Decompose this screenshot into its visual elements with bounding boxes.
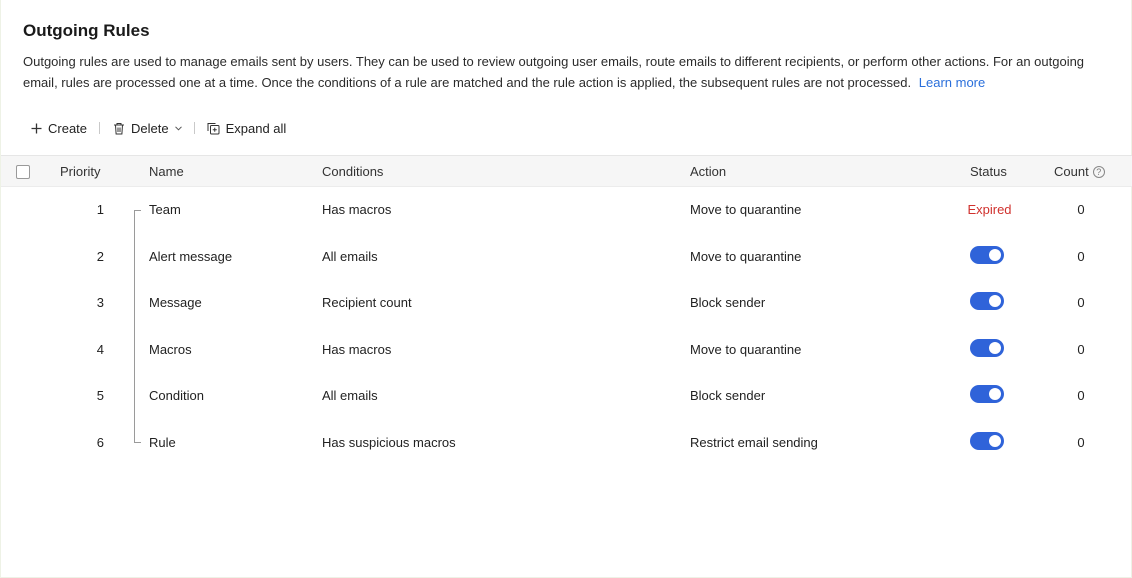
learn-more-link[interactable]: Learn more bbox=[918, 75, 986, 90]
help-icon[interactable]: ? bbox=[1093, 166, 1105, 178]
delete-label: Delete bbox=[131, 120, 169, 136]
status-badge: Expired bbox=[967, 202, 1012, 217]
chevron-down-icon[interactable] bbox=[175, 123, 182, 133]
rule-priority: 3 bbox=[96, 295, 104, 311]
column-priority[interactable]: Priority bbox=[60, 164, 101, 179]
rule-conditions: Recipient count bbox=[322, 295, 412, 311]
rule-conditions: All emails bbox=[322, 388, 378, 404]
select-all-checkbox[interactable] bbox=[16, 165, 30, 179]
rule-count: 0 bbox=[1077, 341, 1085, 357]
toolbar-divider bbox=[194, 122, 195, 134]
rule-count: 0 bbox=[1077, 248, 1085, 264]
rule-priority: 6 bbox=[96, 435, 104, 450]
count-label: Count bbox=[1054, 164, 1089, 179]
rule-conditions: All emails bbox=[322, 248, 378, 264]
table-row[interactable] bbox=[1, 327, 1132, 373]
rule-name[interactable]: Condition bbox=[149, 388, 204, 404]
rule-name[interactable]: Team bbox=[149, 202, 181, 217]
rule-action: Block sender bbox=[690, 295, 766, 311]
delete-button[interactable] bbox=[112, 121, 182, 136]
description-text: Outgoing rules are used to manage emails sent by users. They can be used to review outgoing user emails, route emails to different recipients, or perform other actions. For an outgoing email, rules are processed one at a time. Once the conditions of a rule are matched and the rule action is applied, the subsequent rules are not processed. bbox=[23, 54, 1085, 90]
rule-name[interactable]: Macros bbox=[149, 341, 192, 357]
page-title: Outgoing Rules bbox=[23, 21, 150, 40]
rule-action: Move to quarantine bbox=[690, 248, 802, 264]
rule-count: 0 bbox=[1077, 295, 1085, 311]
rule-priority: 1 bbox=[96, 202, 104, 217]
status-toggle[interactable] bbox=[970, 339, 1004, 357]
trash-icon bbox=[112, 121, 126, 135]
rule-priority: 5 bbox=[96, 388, 104, 404]
status-toggle[interactable] bbox=[970, 385, 1004, 403]
page-description bbox=[23, 51, 1103, 93]
table-row[interactable] bbox=[1, 373, 1132, 419]
rule-count: 0 bbox=[1077, 388, 1085, 404]
create-label: Create bbox=[48, 120, 88, 136]
rule-action: Restrict email sending bbox=[690, 435, 818, 450]
plus-icon bbox=[29, 121, 43, 135]
rule-name[interactable]: Alert message bbox=[149, 248, 233, 264]
column-conditions: Conditions bbox=[322, 164, 384, 179]
rule-action: Block sender bbox=[690, 388, 766, 404]
rule-priority: 4 bbox=[96, 341, 104, 357]
rule-count: 0 bbox=[1077, 435, 1085, 450]
table-row[interactable] bbox=[1, 187, 1132, 233]
rule-priority: 2 bbox=[96, 248, 104, 264]
rule-conditions: Has macros bbox=[322, 341, 392, 357]
table-row[interactable] bbox=[1, 234, 1132, 280]
column-status: Status bbox=[970, 164, 1007, 179]
table-row[interactable] bbox=[1, 420, 1132, 466]
expand-all-label: Expand all bbox=[225, 120, 287, 136]
rule-action: Move to quarantine bbox=[690, 341, 802, 357]
rule-action: Move to quarantine bbox=[690, 202, 802, 217]
status-toggle[interactable] bbox=[970, 292, 1004, 310]
toolbar-divider bbox=[99, 122, 100, 134]
status-toggle[interactable] bbox=[970, 432, 1004, 450]
status-toggle[interactable] bbox=[970, 246, 1004, 264]
column-count bbox=[1054, 164, 1105, 179]
toolbar bbox=[29, 118, 286, 138]
expand-all-icon bbox=[207, 121, 221, 135]
table-row[interactable] bbox=[1, 280, 1132, 326]
rule-name[interactable]: Message bbox=[149, 295, 202, 311]
rule-name[interactable]: Rule bbox=[149, 435, 176, 450]
rule-count: 0 bbox=[1077, 202, 1085, 217]
column-action: Action bbox=[690, 164, 727, 179]
rule-conditions: Has suspicious macros bbox=[322, 435, 456, 450]
column-name[interactable]: Name bbox=[149, 164, 184, 179]
rule-conditions: Has macros bbox=[322, 202, 392, 217]
expand-all-button[interactable] bbox=[207, 121, 287, 136]
create-button[interactable] bbox=[29, 121, 87, 136]
table-header bbox=[1, 155, 1132, 187]
